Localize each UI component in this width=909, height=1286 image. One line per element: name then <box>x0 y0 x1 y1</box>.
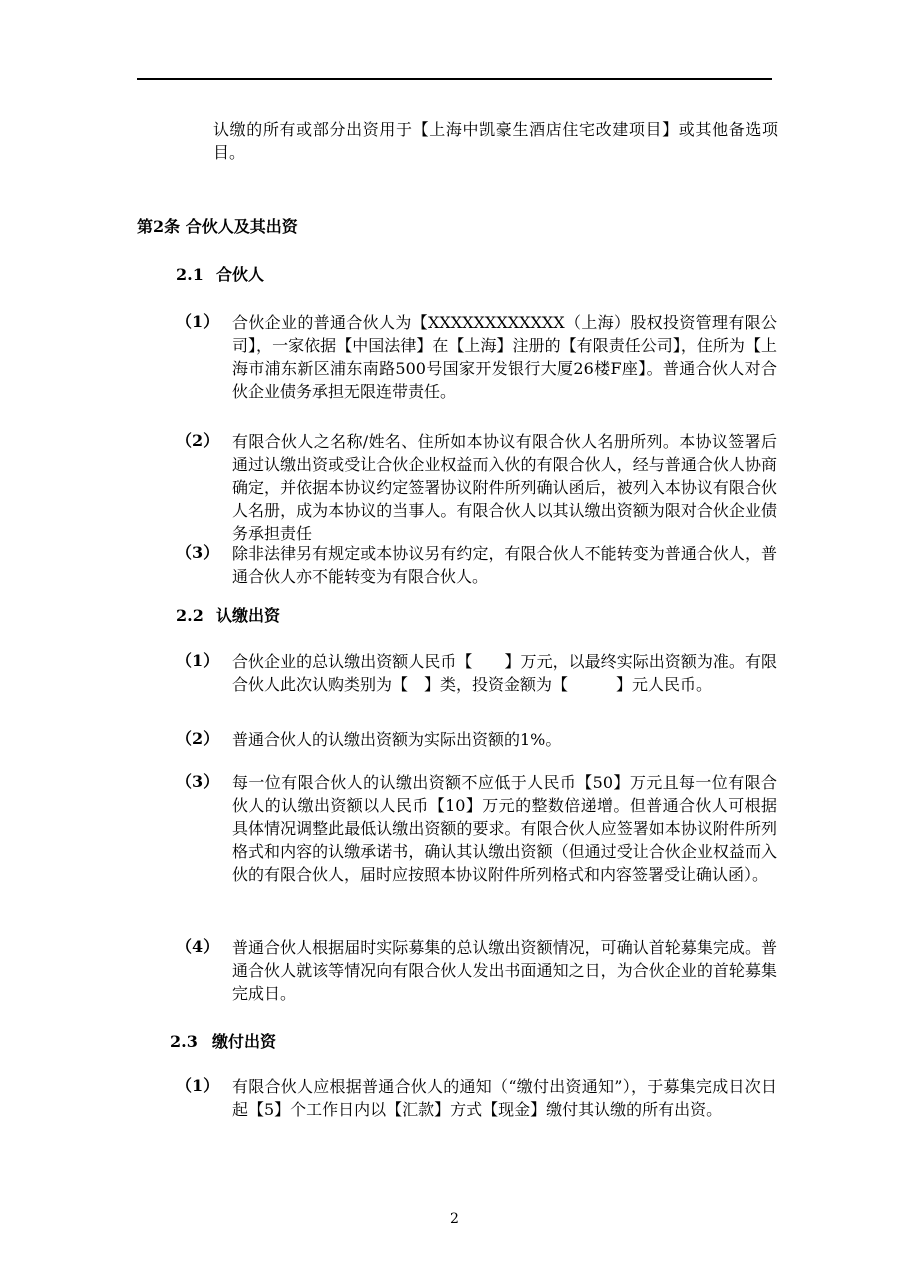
header-rule <box>137 78 772 80</box>
section-2-3-title: 缴付出资 <box>212 1032 277 1051</box>
item-label: （2） <box>176 431 220 450</box>
item-label: （1） <box>176 312 220 331</box>
section-2-1-title: 合伙人 <box>216 265 265 284</box>
section-2-2-number: 2.2 <box>176 606 204 625</box>
item-label: （3） <box>176 543 220 562</box>
item-label: （3） <box>176 772 220 791</box>
item-text: 除非法律另有规定或本协议另有约定，有限合伙人不能转变为普通合伙人，普通合伙人亦不能转变为有限合伙人。 <box>232 544 777 586</box>
item-text: 普通合伙人根据届时实际募集的总认缴出资额情况，可确认首轮募集完成。普通合伙人就该等情况向有限合伙人发出书面通知之日，为合伙企业的首轮募集完成日。 <box>232 938 777 1003</box>
item-label: （1） <box>176 1076 220 1095</box>
article-2-heading: 第2条 合伙人及其出资 <box>137 217 298 236</box>
section-2-1-number: 2.1 <box>176 265 204 284</box>
item-text: 合伙企业的普通合伙人为【XXXXXXXXXXXX（上海）股权投资管理有限公司】，一家依据【中国法律】在【上海】注册的【有限责任公司】，住所为【上海市浦东新区浦东南路500号国家开发银行大厦26楼F座】。普通合伙人对合伙企业债务承担无限连带责任。 <box>232 313 777 401</box>
section-2-3-number: 2.3 <box>170 1032 198 1051</box>
item-text: 合伙企业的总认缴出资额人民币【 】万元，以最终实际出资额为准。有限合伙人此次认购类别为【 】类，投资金额为【 】元人民币。 <box>232 652 777 694</box>
section-2-2-title: 认缴出资 <box>216 606 281 625</box>
item-label: （1） <box>176 651 220 670</box>
item-text: 有限合伙人之名称/姓名、住所如本协议有限合伙人名册所列。本协议签署后通过认缴出资或受让合伙企业权益而入伙的有限合伙人，经与普通合伙人协商确定，并依据本协议约定签署协议附件所列确认函后，被列入本协议有限合伙人名册，成为本协议的当事人。有限合伙人以其认缴出资额为限对合伙企业债务承担责任 <box>232 432 777 543</box>
item-text: 普通合伙人的认缴出资额为实际出资额的1%。 <box>232 730 562 749</box>
item-text: 有限合伙人应根据普通合伙人的通知（“缴付出资通知”），于募集完成日次日起【5】个工作日内以【汇款】方式【现金】缴付其认缴的所有出资。 <box>232 1077 777 1119</box>
page-number: 2 <box>450 1211 459 1227</box>
item-text: 每一位有限合伙人的认缴出资额不应低于人民币【50】万元且每一位有限合伙人的认缴出资额以人民币【10】万元的整数倍递增。但普通合伙人可根据具体情况调整此最低认缴出资额的要求。有限合伙人应签署如本协议附件所列格式和内容的认缴承诺书，确认其认缴出资额（但通过受让合伙企业权益而入伙的有限合伙人，届时应按照本协议附件所列格式和内容签署受让确认函）。 <box>232 773 777 884</box>
item-label: （4） <box>176 937 220 956</box>
item-label: （2） <box>176 729 220 748</box>
continued-paragraph: 认缴的所有或部分出资用于【上海中凯豪生酒店住宅改建项目】或其他备选项目。 <box>213 120 778 162</box>
